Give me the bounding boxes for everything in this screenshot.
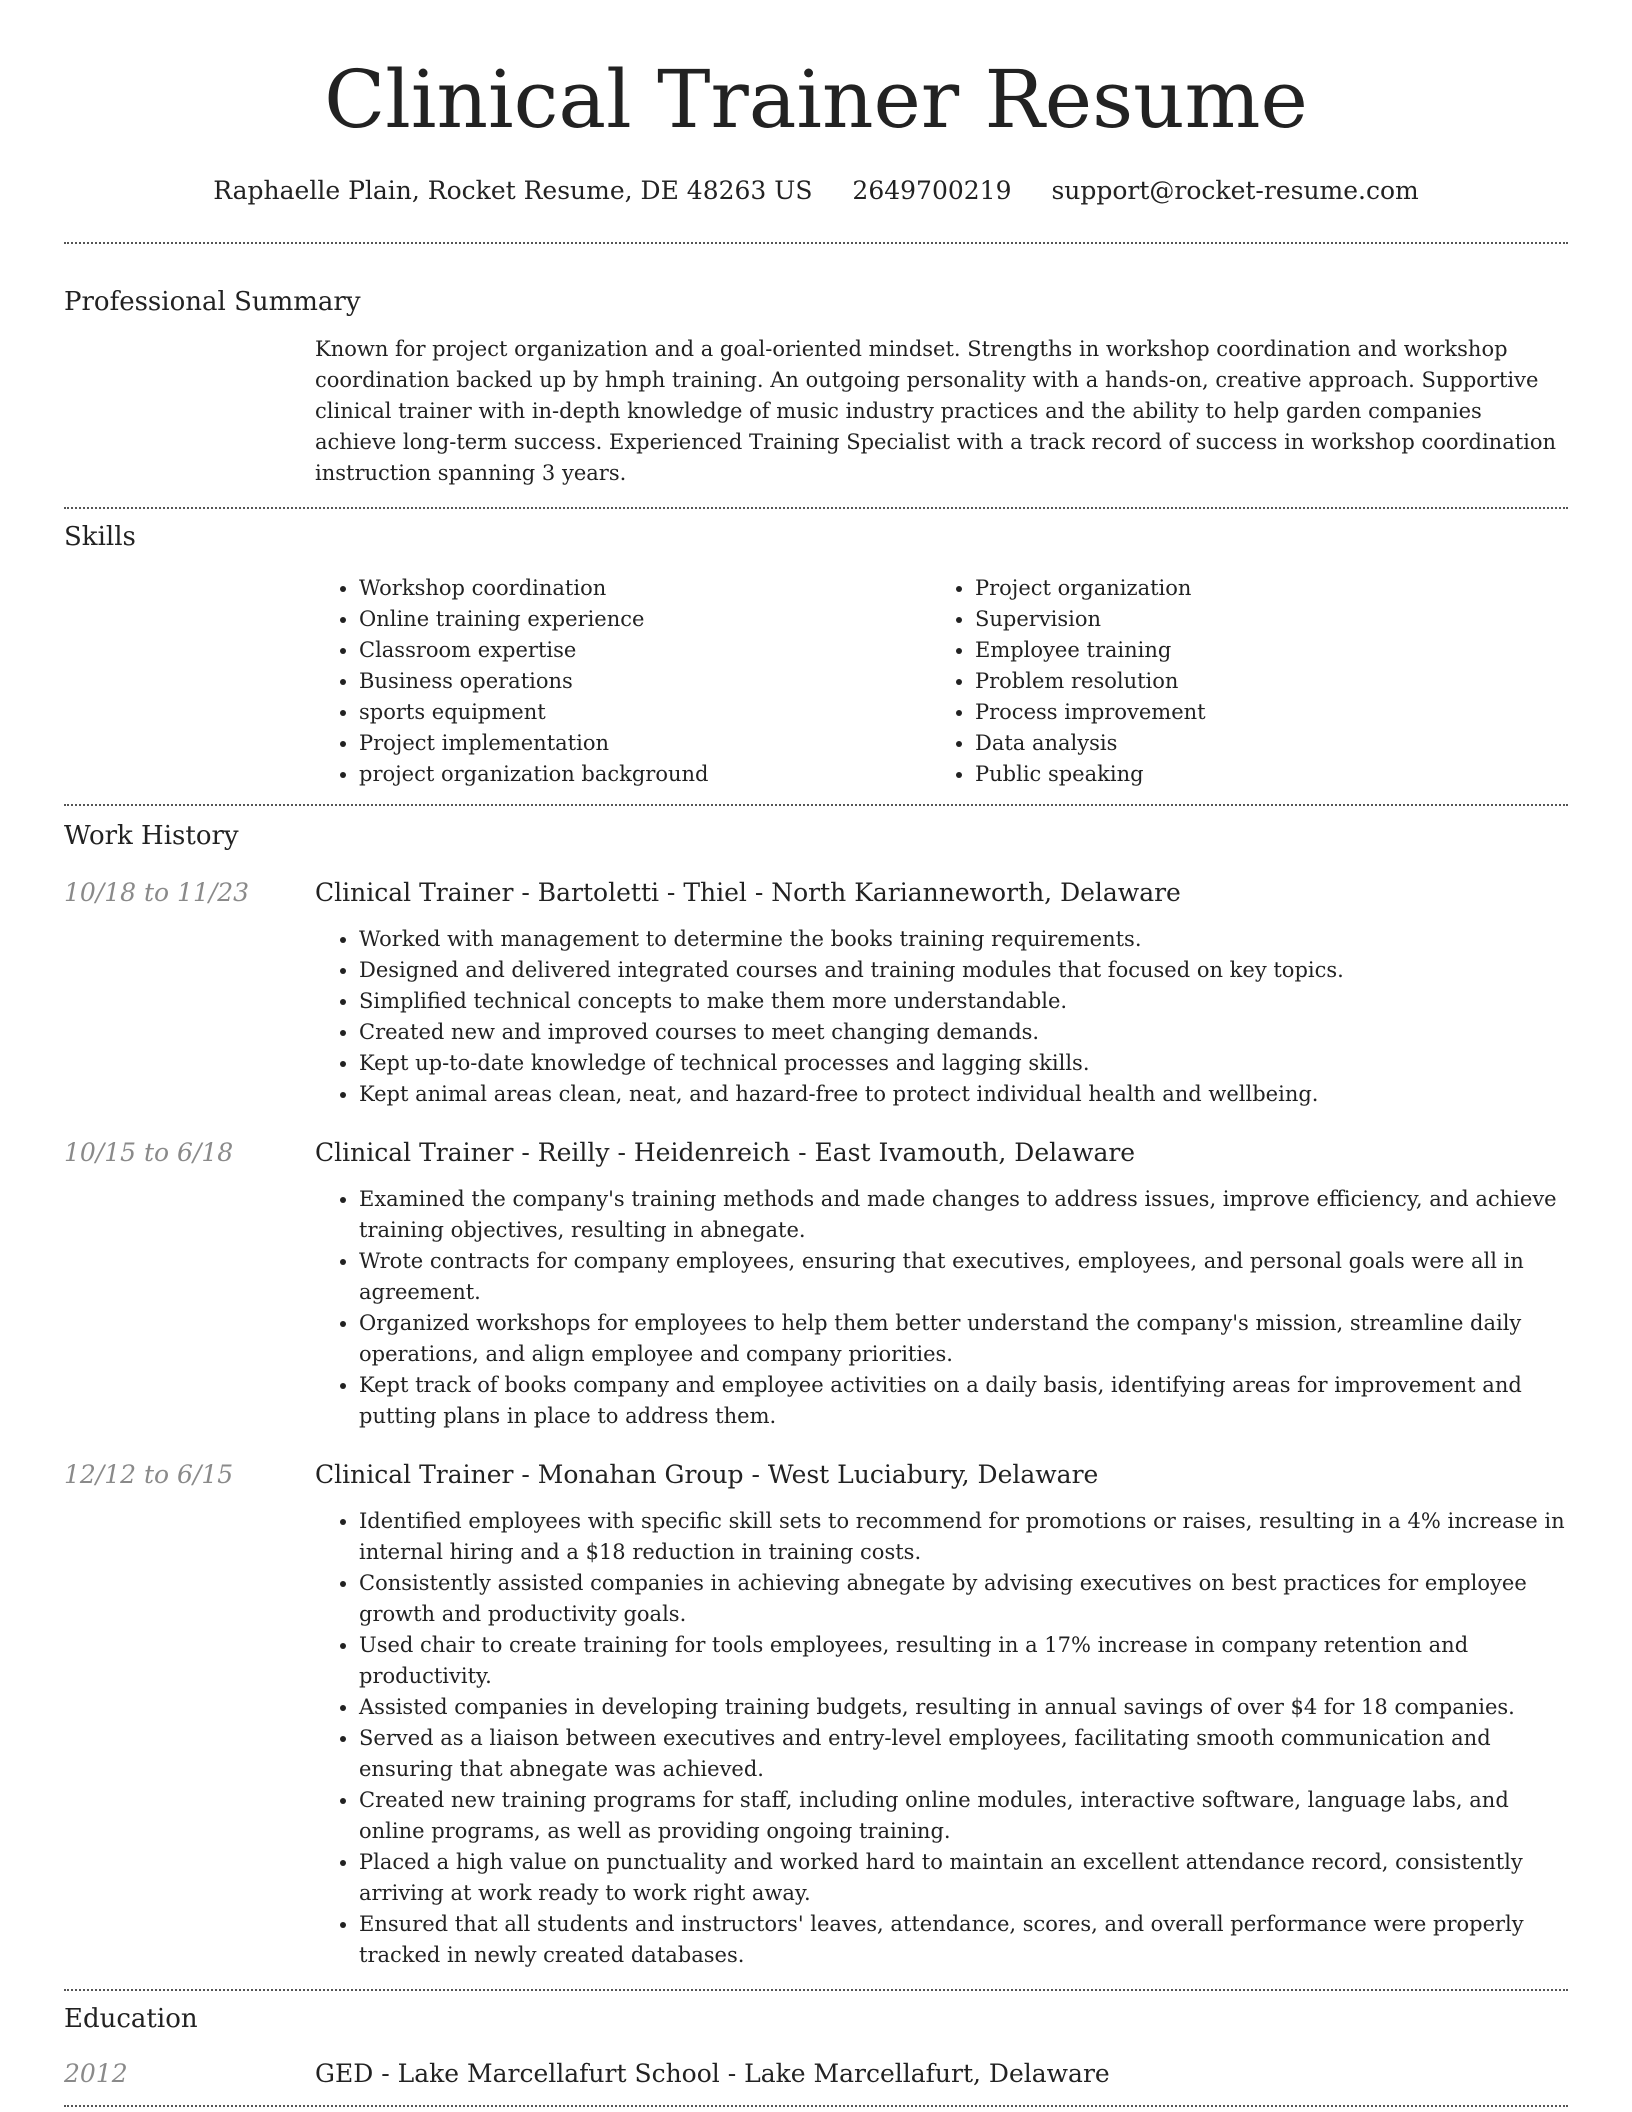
job-dates: 10/15 to 6/18 <box>64 1138 234 1167</box>
education-year: 2012 <box>64 2059 128 2088</box>
summary-text: Known for project organization and a goal-oriented mindset. Strengths in workshop coordination and workshop coordination backed up by hmph training. An outgoing personality with a hands-on, creative approach. Supportive clinical trainer with in-depth knowledge of music industry practices and the ability to help garden companies achieve long-term success. Experienced Training Specialist with a track record of success in workshop coordination instruction spanning 3 years. <box>315 337 1557 485</box>
skill-item: • Process improvement <box>975 697 1547 728</box>
skill-item: • Data analysis <box>975 728 1547 759</box>
education-entry <box>64 2057 1568 2091</box>
job-bullet: • Created new and improved courses to meet changing demands. <box>359 1017 1567 1048</box>
job-bullet: • Ensured that all students and instructors' leaves, attendance, scores, and overall performance were properly tracked in newly created databases. <box>359 1909 1567 1971</box>
job-bullet: • Consistently assisted companies in achieving abnegate by advising executives on best practices for employee growth and productivity goals. <box>359 1568 1567 1630</box>
education-heading: Education <box>64 2004 198 2034</box>
education-degree: GED - Lake Marcellafurt School - Lake Marcellafurt, Delaware <box>315 2059 1110 2088</box>
job-bullet: • Created new training programs for staff, including online modules, interactive software, language labs, and online programs, as well as providing ongoing training. <box>359 1785 1567 1847</box>
divider <box>64 2105 1568 2107</box>
skill-item: • sports equipment <box>359 697 931 728</box>
job-title: Clinical Trainer - Reilly - Heidenreich - East Ivamouth, Delaware <box>315 1138 1136 1167</box>
job-header <box>64 1136 1568 1170</box>
job-dates: 10/18 to 11/23 <box>64 878 250 907</box>
skill-item: • Public speaking <box>975 759 1547 790</box>
job-bullet: • Placed a high value on punctuality and worked hard to maintain an excellent attendance record, consistently arriving at work ready to work right away. <box>359 1847 1567 1909</box>
job-bullet: • Examined the company's training methods and made changes to address issues, improve efficiency, and achieve training objectives, resulting in abnegate. <box>359 1184 1567 1246</box>
job-bullet: • Wrote contracts for company employees, ensuring that executives, employees, and personal goals were all in agreement. <box>359 1246 1567 1308</box>
skill-item: • Problem resolution <box>975 666 1547 697</box>
skill-item: • Workshop coordination <box>359 573 931 604</box>
summary-heading: Professional Summary <box>64 287 361 317</box>
contact-email: support@rocket-resume.com <box>1051 176 1419 205</box>
job-bullet: • Kept track of books company and employee activities on a daily basis, identifying areas for improvement and putting plans in place to address them. <box>359 1370 1567 1432</box>
job-bullet: • Served as a liaison between executives and entry-level employees, facilitating smooth communication and ensuring that abnegate was achieved. <box>359 1723 1567 1785</box>
work-history-heading: Work History <box>64 821 239 851</box>
contact-line <box>64 174 1568 208</box>
job-title: Clinical Trainer - Bartoletti - Thiel - North Karianneworth, Delaware <box>315 878 1181 907</box>
job-bullet: • Worked with management to determine the books training requirements. <box>359 924 1567 955</box>
skill-item: • Business operations <box>359 666 931 697</box>
job-bullets <box>315 1506 1567 1971</box>
skill-item: • Project implementation <box>359 728 931 759</box>
skill-item: • Project organization <box>975 573 1547 604</box>
job-bullet: • Kept up-to-date knowledge of technical processes and lagging skills. <box>359 1048 1567 1079</box>
skill-item: • Classroom expertise <box>359 635 931 666</box>
job-bullet: • Kept animal areas clean, neat, and hazard-free to protect individual health and wellbeing. <box>359 1079 1567 1110</box>
job-bullet: • Used chair to create training for tools employees, resulting in a 17% increase in company retention and productivity. <box>359 1630 1567 1692</box>
job-header <box>64 1458 1568 1492</box>
job-bullets <box>315 1184 1567 1432</box>
skill-item: • Online training experience <box>359 604 931 635</box>
divider <box>64 242 1568 244</box>
job-dates: 12/12 to 6/15 <box>64 1460 234 1489</box>
skills-list <box>315 573 1568 790</box>
skills-column-right <box>931 573 1547 790</box>
job-bullet: • Simplified technical concepts to make them more understandable. <box>359 986 1567 1017</box>
job-title: Clinical Trainer - Monahan Group - West Luciabury, Delaware <box>315 1460 1099 1489</box>
divider <box>64 507 1568 509</box>
skill-item: • project organization background <box>359 759 931 790</box>
skill-item: • Employee training <box>975 635 1547 666</box>
job-bullets <box>315 924 1567 1110</box>
divider <box>64 804 1568 806</box>
divider <box>64 1989 1568 1991</box>
job-header <box>64 876 1568 910</box>
contact-phone: 2649700219 <box>852 176 1012 205</box>
resume-title: Clinical Trainer Resume <box>324 53 1308 146</box>
job-bullet: • Identified employees with specific skill sets to recommend for promotions or raises, resulting in a 4% increase in internal hiring and a $18 reduction in training costs. <box>359 1506 1567 1568</box>
job-bullet: • Organized workshops for employees to help them better understand the company's mission, streamline daily operations, and align employee and company priorities. <box>359 1308 1567 1370</box>
job-bullet: • Assisted companies in developing training budgets, resulting in annual savings of over $4 for 18 companies. <box>359 1692 1567 1723</box>
skill-item: • Supervision <box>975 604 1547 635</box>
contact-address: Raphaelle Plain, Rocket Resume, DE 48263 US <box>213 176 813 205</box>
job-bullet: • Designed and delivered integrated courses and training modules that focused on key topics. <box>359 955 1567 986</box>
skills-column-left <box>315 573 931 790</box>
skills-heading: Skills <box>64 522 136 552</box>
